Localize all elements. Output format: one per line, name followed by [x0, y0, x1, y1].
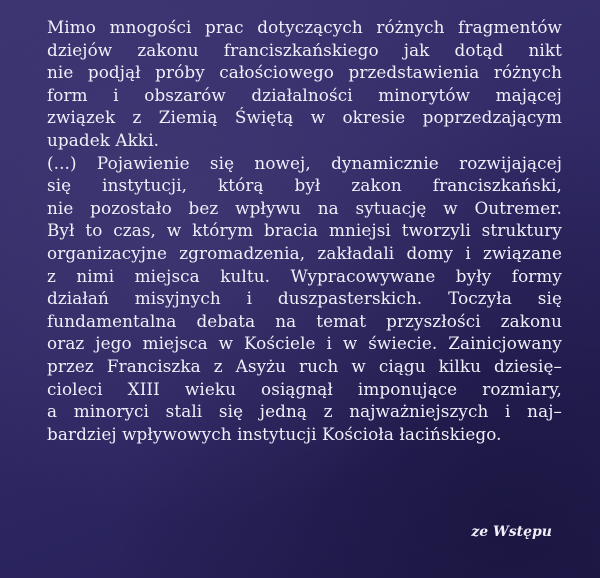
text-line: związek z Ziemią Świętą w okresie poprzedzającym [47, 107, 562, 128]
text-line: przez Franciszka z Asyżu ruch w ciągu kilku dziesię– [47, 355, 562, 376]
text-line: form i obszarów działalności minorytów mającej [47, 84, 562, 105]
text-line: Był to czas, w którym bracia mniejsi tworzyli struktury [47, 220, 562, 241]
text-line: upadek Akki. [47, 129, 160, 150]
text-line: cioleci XIII wieku osiągnął imponujące rozmiary, [47, 378, 562, 399]
text-line: fundamentalna debata na temat przyszłości zakonu [47, 310, 562, 331]
back-cover-excerpt [47, 16, 562, 445]
text-line: się instytucji, którą był zakon franciszkański, [47, 175, 562, 196]
text-line: oraz jego miejsca w Kościele i w świecie. Zainicjowany [47, 333, 562, 354]
text-line: z nimi miejsca kultu. Wypracowywane były formy [47, 265, 562, 286]
text-line: nie podjął próby całościowego przedstawienia różnych [47, 62, 562, 83]
text-line: nie pozostało bez wpływu na sytuację w Outremer. [47, 197, 562, 218]
text-line: Mimo mnogości prac dotyczących różnych fragmentów [47, 17, 562, 37]
text-line: (...) Pojawienie się nowej, dynamicznie rozwijającej [47, 152, 562, 173]
excerpt-attribution: ze Wstępu [471, 524, 552, 540]
text-line: organizacyjne zgromadzenia, zakładali domy i związane [47, 242, 562, 263]
text-line: bardziej wpływowych instytucji Kościoła łacińskiego. [47, 423, 502, 444]
text-line: działań misyjnych i duszpasterskich. Toczyła się [47, 288, 562, 309]
text-line: dziejów zakonu franciszkańskiego jak dotąd nikt [47, 39, 562, 60]
text-line: a minoryci stali się jedną z najważniejszych i naj– [47, 401, 562, 422]
